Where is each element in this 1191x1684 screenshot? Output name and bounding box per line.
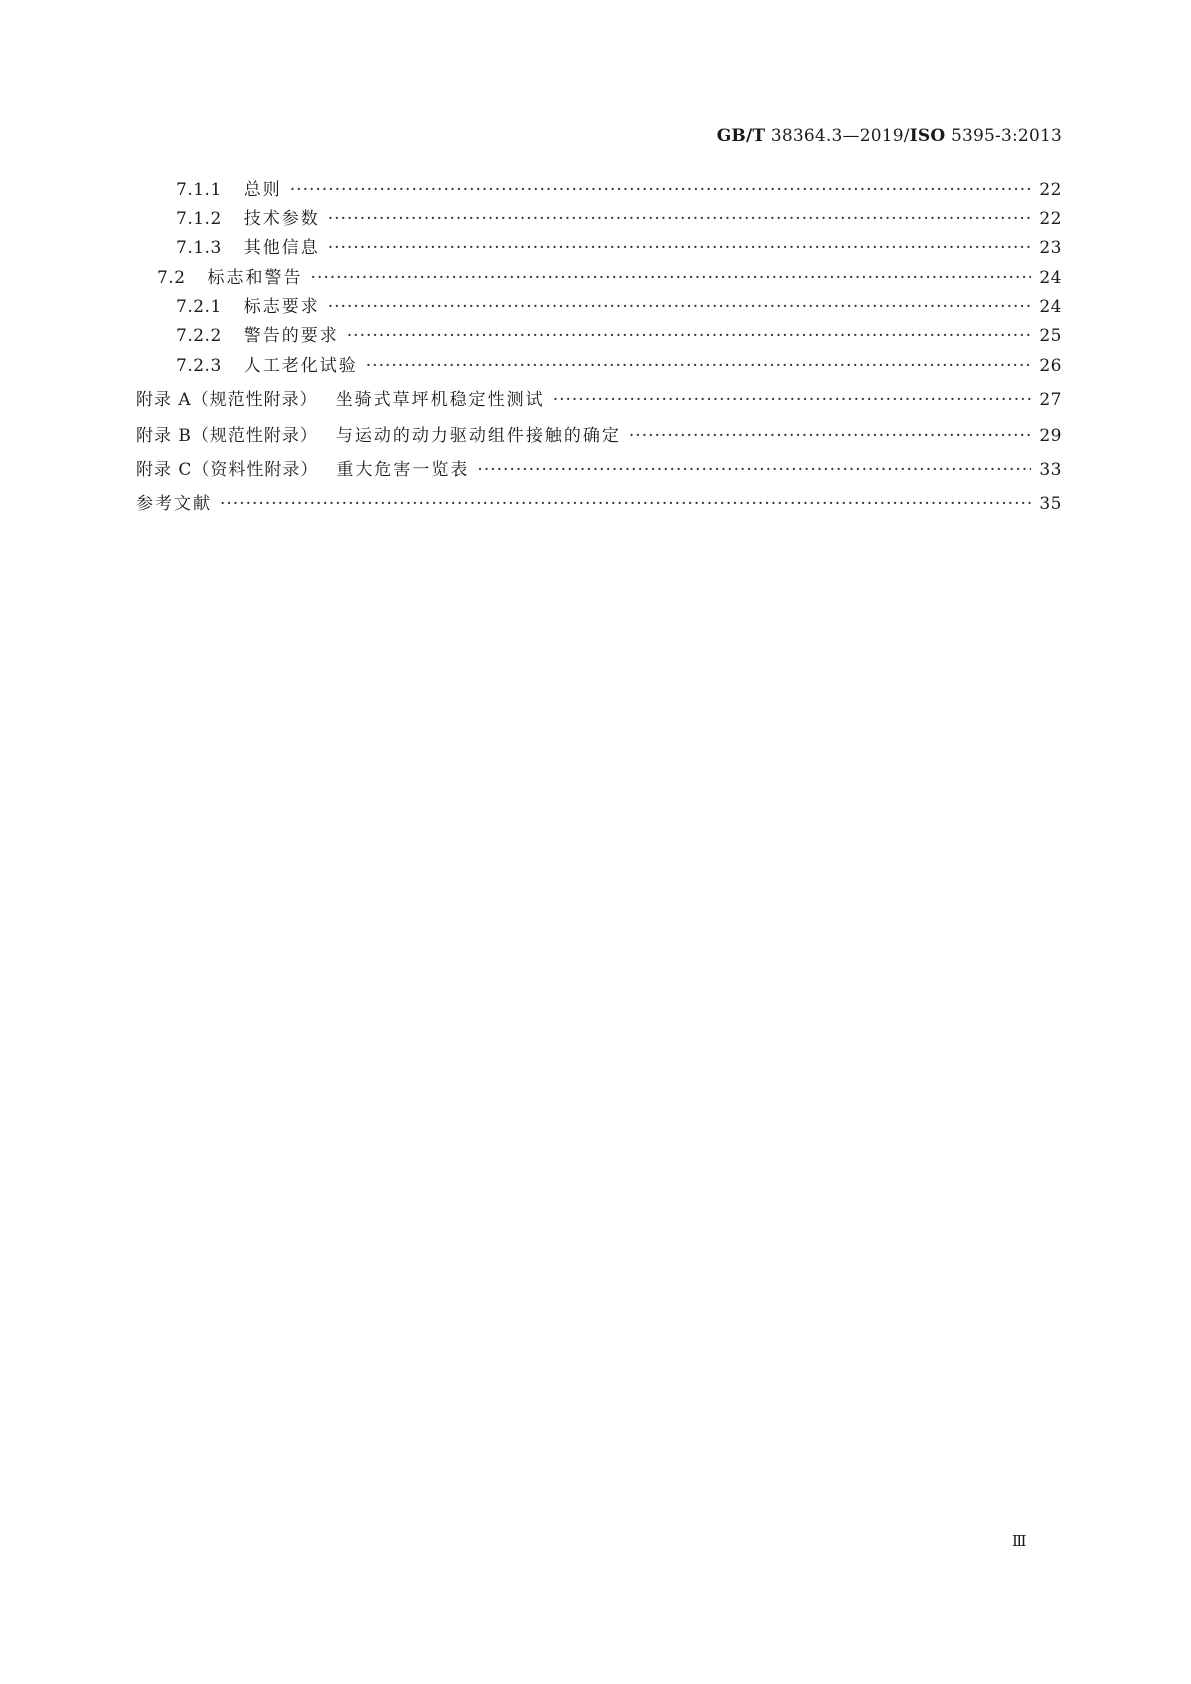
toc-entry-number: 7.1.1 — [176, 180, 222, 200]
toc-leader-dots — [311, 266, 1032, 290]
toc-entry-title: 重大危害一览表 — [336, 460, 470, 480]
toc-entry-title: 坐骑式草坪机稳定性测试 — [335, 390, 545, 410]
toc-leader-dots — [553, 388, 1032, 412]
toc-entry-page: 25 — [1039, 326, 1062, 346]
toc-entry-title: 警告的要求 — [243, 326, 339, 346]
toc-entry-page: 33 — [1039, 460, 1062, 480]
toc-entry-title: 标志要求 — [243, 297, 320, 317]
standard-number: 38364.3—2019/ — [770, 126, 910, 146]
toc-leader-dots — [328, 207, 1032, 231]
toc-entry-page: 24 — [1039, 297, 1062, 317]
toc-entry-number: 7.2.1 — [176, 297, 222, 317]
toc-entry-number: 7.2.2 — [176, 326, 222, 346]
toc-leader-dots — [328, 236, 1032, 260]
toc-leader-dots — [366, 354, 1032, 378]
toc-entry-number: 参考文献 — [136, 494, 212, 514]
toc-leader-dots — [328, 295, 1032, 319]
toc-entry[interactable] — [136, 295, 1062, 319]
toc-entry-page: 22 — [1039, 209, 1062, 229]
toc-entry-page: 26 — [1039, 356, 1062, 376]
toc-entry[interactable] — [136, 492, 1062, 516]
toc-entry-number: 附录 B（规范性附录） — [136, 426, 318, 446]
toc-leader-dots — [220, 492, 1031, 516]
toc-entry-title: 总则 — [243, 180, 282, 200]
toc-entry-page: 24 — [1039, 268, 1062, 288]
toc-entry[interactable] — [136, 424, 1062, 448]
toc-entry-number: 附录 C（资料性附录） — [136, 460, 319, 480]
toc-entry-number: 7.1.2 — [176, 209, 222, 229]
toc-entry[interactable] — [136, 236, 1062, 260]
toc-entry[interactable] — [136, 324, 1062, 348]
toc-entry[interactable] — [136, 266, 1062, 290]
toc-entry-title: 其他信息 — [243, 238, 320, 258]
toc-entry-page: 29 — [1039, 426, 1062, 446]
toc-entry-page: 35 — [1039, 494, 1062, 514]
toc-entry-number: 附录 A（规范性附录） — [136, 390, 318, 410]
toc-entry[interactable] — [136, 354, 1062, 378]
page-number: Ⅲ — [1012, 1532, 1027, 1550]
iso-prefix: ISO — [909, 126, 946, 146]
toc-entry-title: 人工老化试验 — [243, 356, 358, 376]
toc-entry[interactable] — [136, 458, 1062, 482]
toc-entry-number: 7.2 — [157, 268, 186, 288]
toc-entry-number: 7.2.3 — [176, 356, 222, 376]
toc-entry[interactable] — [136, 178, 1062, 202]
toc-entry[interactable] — [136, 207, 1062, 231]
toc-entry-page: 22 — [1039, 180, 1062, 200]
toc-leader-dots — [347, 324, 1032, 348]
page-header — [717, 126, 1062, 146]
toc-entry-page: 23 — [1039, 238, 1062, 258]
toc-leader-dots — [290, 178, 1032, 202]
toc-leader-dots — [477, 458, 1031, 482]
toc-entry-page: 27 — [1039, 390, 1062, 410]
toc-entry-number: 7.1.3 — [176, 238, 222, 258]
iso-number: 5395-3:2013 — [950, 126, 1062, 146]
standard-prefix: GB/T — [716, 126, 766, 146]
toc-entry-title: 与运动的动力驱动组件接触的确定 — [335, 426, 621, 446]
toc-entry[interactable] — [136, 388, 1062, 412]
toc-leader-dots — [629, 424, 1031, 448]
toc-entry-title: 技术参数 — [243, 209, 320, 229]
toc-entry-title: 标志和警告 — [207, 268, 303, 288]
